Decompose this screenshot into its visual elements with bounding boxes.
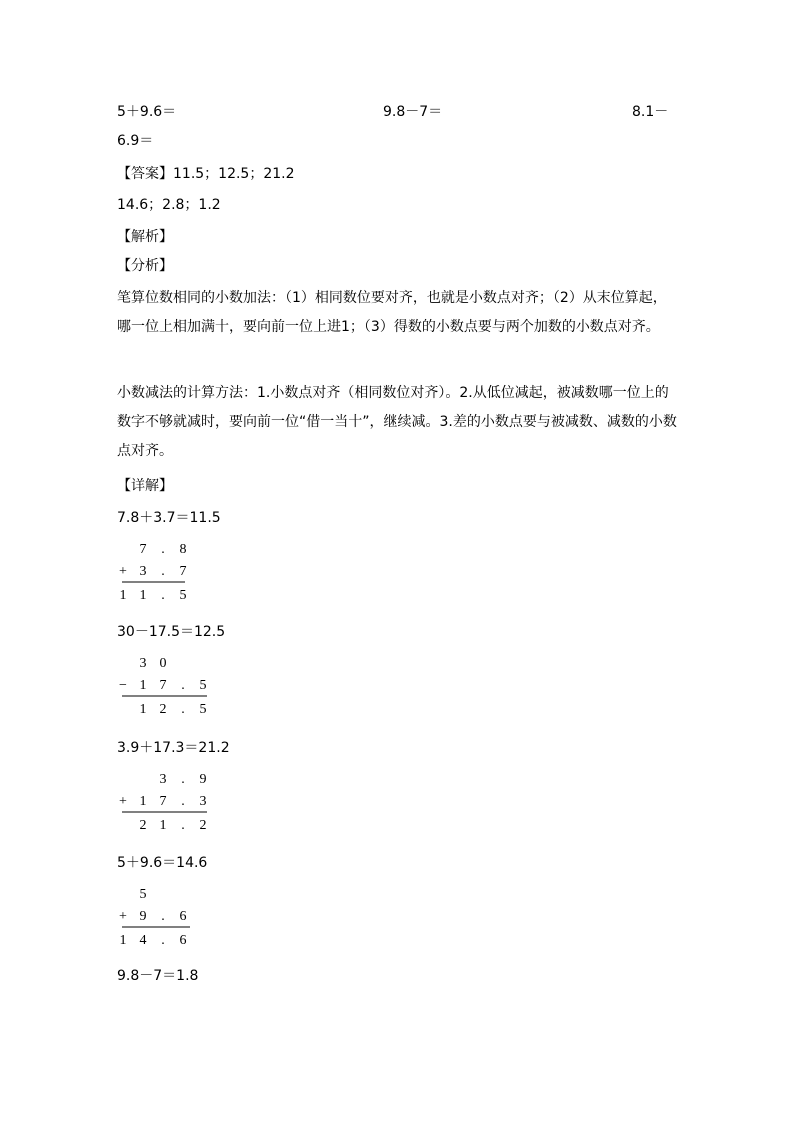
digit: .: [181, 772, 185, 787]
digit: 5: [199, 702, 207, 717]
digit: .: [161, 588, 165, 603]
digit: 5: [179, 588, 187, 603]
equation-3: 3.9＋17.3＝21.2: [117, 740, 230, 756]
digit: 2: [159, 702, 167, 717]
digit: 3: [139, 564, 147, 579]
answer-line-1: [117, 164, 295, 184]
operator: −: [119, 678, 127, 693]
equation-4: 5＋9.6＝14.6: [117, 855, 208, 871]
question-item-3a: 8.1－: [632, 104, 669, 120]
digit: 0: [159, 656, 167, 671]
digit: 7: [179, 564, 187, 579]
digit: .: [181, 794, 185, 809]
sum-line: [122, 926, 190, 928]
fenxi-label: 【分析】: [117, 258, 173, 274]
digit: 5: [139, 887, 147, 902]
digit: 1: [119, 588, 127, 603]
digit: 9: [199, 772, 207, 787]
digit: 2: [139, 818, 147, 833]
operator: +: [119, 794, 127, 809]
question-item-2: 9.8－7＝: [383, 104, 443, 120]
digit: .: [181, 702, 185, 717]
operator: +: [119, 564, 127, 579]
equation-5: 9.8－7＝1.8: [117, 968, 199, 984]
digit: 7: [159, 794, 167, 809]
digit: 1: [139, 678, 147, 693]
fenxi-paragraph-addition: 笔算位数相同的小数加法：（1）相同数位要对齐，也就是小数点对齐；（2）从末位算起，哪一位上相加满十，要向前一位上进1；（3）得数的小数点要与两个加数的小数点对齐。: [117, 290, 667, 335]
jiexi-label: 【解析】: [117, 229, 173, 245]
digit: .: [161, 909, 165, 924]
digit: 1: [139, 794, 147, 809]
question-item-1: 5＋9.6＝: [117, 104, 177, 120]
digit: 7: [139, 542, 147, 557]
digit: 1: [119, 933, 127, 948]
answer-label: 【答案】: [117, 166, 173, 182]
equation-1: 7.8＋3.7＝11.5: [117, 510, 221, 526]
digit: 2: [199, 818, 207, 833]
digit: 1: [139, 588, 147, 603]
difference-line: [122, 695, 207, 697]
digit: 1: [139, 702, 147, 717]
digit: 3: [199, 794, 207, 809]
answer-values-2: 14.6；2.8；1.2: [117, 197, 221, 213]
digit: .: [181, 678, 185, 693]
digit: 6: [179, 933, 187, 948]
question-item-3b: 6.9＝: [117, 133, 154, 149]
digit: 8: [179, 542, 187, 557]
digit: 3: [139, 656, 147, 671]
digit: 4: [139, 933, 147, 948]
fenxi-paragraph-subtraction: 小数减法的计算方法：1.小数点对齐（相同数位对齐）。2.从低位减起，被减数哪一位上的数字不够就减时，要向前一位“借一当十”，继续减。3.差的小数点要与被减数、减数的小数点对齐。: [117, 385, 677, 459]
digit: 7: [159, 678, 167, 693]
digit: 1: [159, 818, 167, 833]
digit: .: [161, 933, 165, 948]
digit: 6: [179, 909, 187, 924]
answer-values-1: 11.5；12.5；21.2: [173, 166, 295, 182]
operator: +: [119, 909, 127, 924]
equation-2: 30－17.5＝12.5: [117, 624, 226, 640]
digit: 5: [199, 678, 207, 693]
digit: .: [161, 564, 165, 579]
digit: .: [181, 818, 185, 833]
digit: .: [161, 542, 165, 557]
xiangjie-label: 【详解】: [117, 478, 173, 494]
sum-line: [122, 581, 185, 583]
digit: 3: [159, 772, 167, 787]
sum-line: [122, 811, 207, 813]
digit: 9: [139, 909, 147, 924]
